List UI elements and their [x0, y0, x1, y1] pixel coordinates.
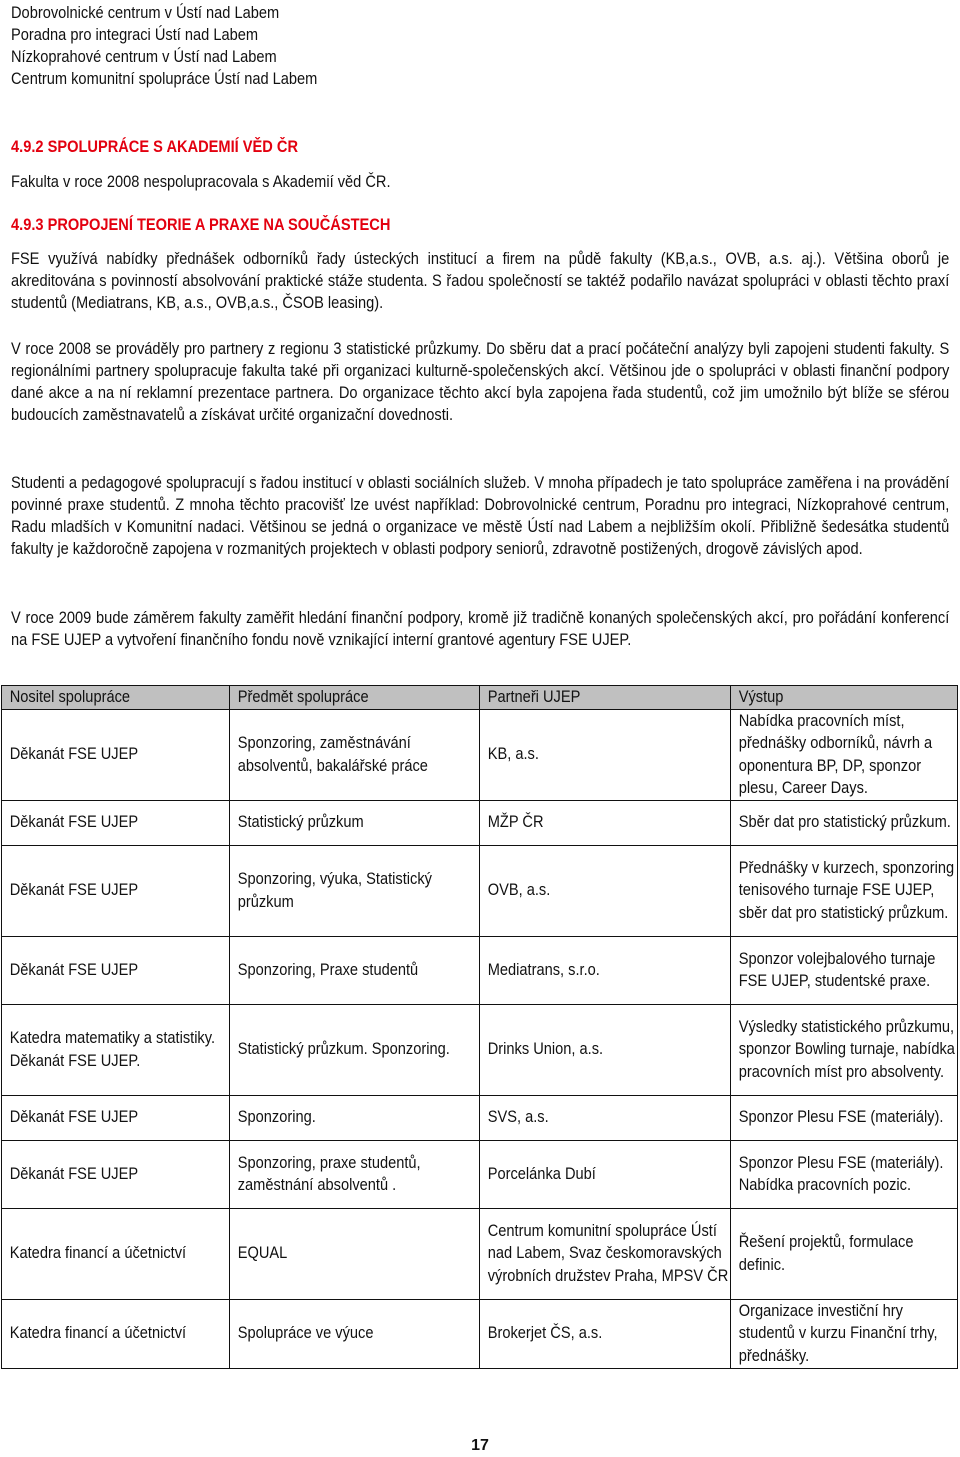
table-cell: Drinks Union, a.s.	[480, 1004, 731, 1095]
page-number: 17	[471, 1437, 489, 1454]
table-cell: Sponzoring, výuka, Statistický průzkum	[230, 845, 480, 936]
table-cell: OVB, a.s.	[480, 845, 731, 936]
table-cell: SVS, a.s.	[480, 1095, 731, 1140]
org-list-item: Dobrovolnické centrum v Ústí nad Labem	[11, 3, 280, 22]
table-cell: Sponzor Plesu FSE (materiály).	[731, 1095, 958, 1140]
header-cell-partneri: Partneři UJEP	[480, 686, 731, 710]
section-4-9-2-text: Fakulta v roce 2008 nespolupracovala s Akademií věd ČR.	[11, 172, 391, 191]
table-row	[2, 800, 958, 845]
table-cell: Organizace investiční hry studentů v kurzu Finanční trhy, přednášky.	[731, 1299, 958, 1368]
table-cell: Přednášky v kurzech, sponzoring tenisového turnaje FSE UJEP, sběr dat pro statistický průzkum.	[731, 845, 958, 936]
header-cell-predmet: Předmět spolupráce	[230, 686, 480, 710]
paragraph-plans-2009: V roce 2009 bude záměrem fakulty zaměřit hledání finanční podpory, kromě již tradičně konaných společenských akcí, pro pořádání konferencí na FSE UJEP a vytvoření finančního fondu nově vznikající interní grantové agentury FSE UJEP.	[11, 608, 950, 649]
header-cell-nositel: Nositel spolupráce	[2, 686, 230, 710]
paragraph-surveys: V roce 2008 se prováděly pro partnery z regionu 3 statistické průzkumy. Do sběru dat a prací počáteční analýzy byli zapojeni studenti fakulty. S regionálními partnery spolupracuje fakulta také při organizaci kulturně-společenských akcí. Většinou jde o spolupráci v oblasti finanční podpory dané akce a na ní reklamní prezentace partnera. Do organizace těchto akcí byla zapojena řada studentů, což jim umožnilo být blíže se sférou budoucích zaměstnavatelů a získávat určité organizační dovednosti.	[11, 339, 950, 424]
table-cell: Děkanát FSE UJEP	[2, 845, 230, 936]
table-cell: Děkanát FSE UJEP	[2, 1140, 230, 1208]
table-cell: Děkanát FSE UJEP	[2, 936, 230, 1004]
table-cell: Sponzor volejbalového turnaje FSE UJEP, studentské praxe.	[731, 936, 958, 1004]
table-cell: Katedra matematiky a statistiky. Děkanát FSE UJEP.	[2, 1004, 230, 1095]
table-cell: Výsledky statistického průzkumu, sponzor Bowling turnaje, nabídka pracovních míst pro absolventy.	[731, 1004, 958, 1095]
table-cell: Sběr dat pro statistický průzkum.	[731, 800, 958, 845]
table-cell: Katedra financí a účetnictví	[2, 1208, 230, 1299]
table-cell: Sponzoring, praxe studentů, zaměstnání absolventů .	[230, 1140, 480, 1208]
table-cell: Spolupráce ve výuce	[230, 1299, 480, 1368]
table-cell: KB, a.s.	[480, 709, 731, 800]
table-cell: MŽP ČR	[480, 800, 731, 845]
section-heading-4-9-2: 4.9.2 SPOLUPRÁCE S AKADEMIÍ VĚD ČR	[11, 137, 299, 156]
table-row	[2, 709, 958, 800]
org-list-item: Nízkoprahové centrum v Ústí nad Labem	[11, 47, 277, 66]
table-cell: Brokerjet ČS, a.s.	[480, 1299, 731, 1368]
table-cell: Centrum komunitní spolupráce Ústí nad Labem, Svaz českomoravských výrobních družstev Praha, MPSV ČR	[480, 1208, 731, 1299]
cooperation-table	[1, 685, 958, 1369]
section-heading-4-9-3: 4.9.3 PROPOJENÍ TEORIE A PRAXE NA SOUČÁSTECH	[11, 215, 391, 234]
header-cell-vystup: Výstup	[731, 686, 958, 710]
table-cell: Sponzoring, Praxe studentů	[230, 936, 480, 1004]
paragraph-social-services: Studenti a pedagogové spolupracují s řadou institucí v oblasti sociálních služeb. V mnoha případech je tato spolupráce zaměřena i na provádění povinné praxe studentů. Z mnoha těchto pracovišť lze uvést například: Dobrovolnické centrum, Poradnu pro integraci, Nízkoprahové centrum, Radu mladších v Komunitní nadaci. Většinou se jedná o organizace ve městě Ústí nad Labem a nejbližším okolí. Přibližně šedesátka studentů fakulty je každoročně zapojena v rozmanitých projektech v oblasti podpory seniorů, zdravotně postižených, drogově závislých apod.	[11, 473, 950, 558]
table-row	[2, 936, 958, 1004]
table-cell: Sponzoring.	[230, 1095, 480, 1140]
table-cell: Mediatrans, s.r.o.	[480, 936, 731, 1004]
table-cell: Statistický průzkum. Sponzoring.	[230, 1004, 480, 1095]
table-row	[2, 1004, 958, 1095]
org-list-item: Poradna pro integraci Ústí nad Labem	[11, 25, 259, 44]
table-cell: Statistický průzkum	[230, 800, 480, 845]
table-cell: Porcelánka Dubí	[480, 1140, 731, 1208]
table-row	[2, 1140, 958, 1208]
table-cell: EQUAL	[230, 1208, 480, 1299]
table-cell: Nabídka pracovních míst, přednášky odborníků, návrh a oponentura BP, DP, sponzor plesu, Career Days.	[731, 709, 958, 800]
table-cell: Sponzor Plesu FSE (materiály). Nabídka pracovních pozic.	[731, 1140, 958, 1208]
paragraph-lectures: FSE využívá nabídky přednášek odborníků řady ústeckých institucí a firem na půdě fakulty (KB,a.s., OVB, a.s. aj.). Většina oborů je akreditována s povinností absolvování praktické stáže studenta. S řadou společností se taktéž podařilo navázat spolupráci v oblasti těchto praxí studentů (Mediatrans, KB, a.s., OVB,a.s., ČSOB leasing).	[11, 249, 950, 312]
table-cell: Děkanát FSE UJEP	[2, 709, 230, 800]
table-cell: Děkanát FSE UJEP	[2, 800, 230, 845]
table-row	[2, 1208, 958, 1299]
table-cell: Řešení projektů, formulace definic.	[731, 1208, 958, 1299]
table-row	[2, 1299, 958, 1368]
table-cell: Děkanát FSE UJEP	[2, 1095, 230, 1140]
table-cell: Katedra financí a účetnictví	[2, 1299, 230, 1368]
table-row	[2, 1095, 958, 1140]
table-cell: Sponzoring, zaměstnávání absolventů, bakalářské práce	[230, 709, 480, 800]
table-row	[2, 845, 958, 936]
table-header-row	[2, 686, 958, 710]
org-list-item: Centrum komunitní spolupráce Ústí nad Labem	[11, 69, 318, 88]
